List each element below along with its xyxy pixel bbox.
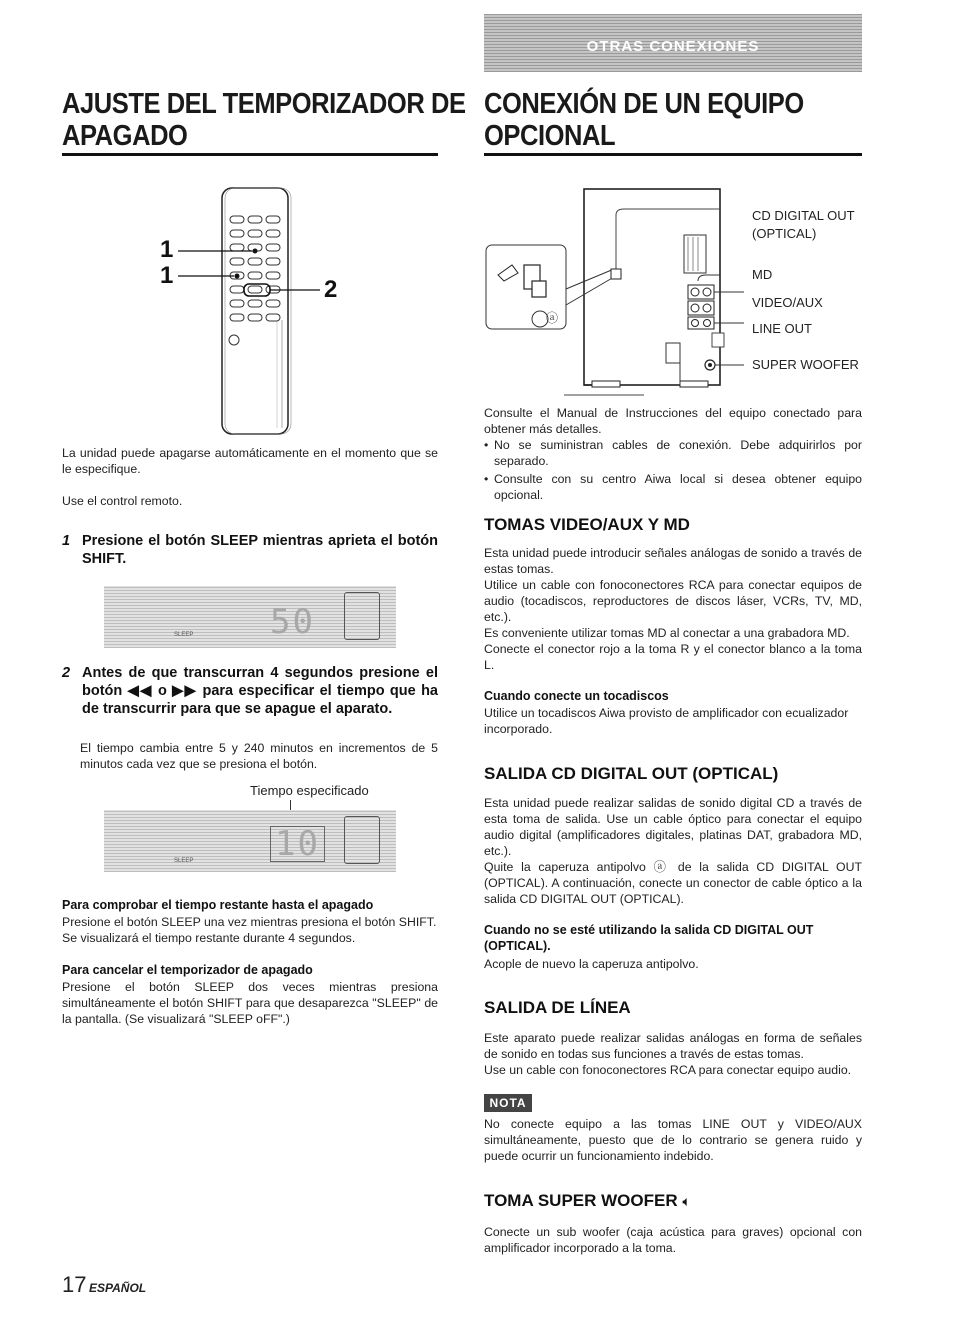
step-1-text: Presione el botón SLEEP mientras aprieta el botón SHIFT. — [82, 533, 438, 567]
display2-digits: 10 — [270, 826, 325, 862]
bullet-cables-text: No se suministran cables de conexión. Debe adquirirlos por separado. — [494, 438, 862, 468]
section-super-woofer — [484, 1191, 691, 1211]
dust-cap-marker: ⓐ — [546, 311, 559, 325]
label-cd-digital-out: CD DIGITAL OUT — [752, 208, 855, 223]
turntable-heading: Cuando conecte un tocadiscos — [484, 689, 669, 703]
bullet-aiwa-center: • Consulte con su centro Aiwa local si desea obtener equipo opcional. — [484, 472, 862, 502]
callout-step-1a: 1 — [160, 236, 174, 263]
section-banner — [484, 14, 862, 72]
display-digits: 50 — [270, 602, 315, 642]
callout-step-2: 2 — [324, 276, 338, 303]
nota-text: No conecte equipo a las tomas LINE OUT y VIDEO/AUX simultáneamente, puesto que de lo contrario se genera ruido y puede ocurrir un funcionamiento indebido. — [484, 1117, 862, 1163]
cancel-timer-text: Presione el botón SLEEP dos veces mientras presiona simultáneamente el botón SHIFT para que desaparezca "SLEEP" de la pantalla. (Se visualizará "SLEEP oFF".) — [62, 980, 438, 1026]
label-line-out: LINE OUT — [752, 321, 812, 336]
cd-digital-p1: Esta unidad puede realizar salidas de sonido digital CD a través de esta toma de salida. Use un cable óptico para conectar el equipo audio digital (amplificadores digitales, platinas DAT, grabadora MD, etc.). — [484, 796, 862, 858]
bullet-cables: • No se suministran cables de conexión. Debe adquirirlos por separado. — [484, 438, 862, 468]
turntable-text: Utilice un tocadiscos Aiwa provisto de amplificador con ecualizador incorporado. — [484, 706, 849, 736]
section-line-out: SALIDA DE LÍNEA — [484, 998, 631, 1017]
page-number: 17 — [62, 1272, 87, 1297]
step-2-detail: El tiempo cambia entre 5 y 240 minutos en incrementos de 5 minutos cada vez que se presiona el botón. — [80, 741, 438, 771]
check-remaining-text: Presione el botón SLEEP una vez mientras presiona el botón SHIFT. Se visualizará el tiempo restante durante 4 segundos. — [62, 915, 437, 945]
step-1 — [62, 532, 438, 568]
line-out-p2: Use un cable con fonoconectores RCA para conectar equipo audio. — [484, 1063, 852, 1077]
display2-sleep-indicator: SLEEP — [174, 858, 194, 864]
super-woofer-text: Conecte un sub woofer (caja acústica para graves) opcional con amplificador incorporado a la toma. — [484, 1225, 862, 1255]
right-title-rule — [484, 153, 862, 156]
bullet-aiwa-text: Consulte con su centro Aiwa local si desea obtener equipo opcional. — [494, 472, 862, 502]
step-2 — [62, 664, 438, 718]
super-woofer-title: TOMA SUPER WOOFER — [484, 1191, 678, 1210]
cd-digital-unused-heading: Cuando no se esté utilizando la salida CD DIGITAL OUT (OPTICAL). — [484, 923, 814, 953]
label-optical: (OPTICAL) — [752, 226, 817, 241]
page-language: ESPAÑOL — [89, 1281, 147, 1295]
step-2-number: 2 — [62, 665, 71, 681]
display-level-meter — [344, 592, 380, 640]
display-caption: Tiempo especificado — [250, 783, 369, 798]
right-title-line1: CONEXIÓN DE UN EQUIPO — [484, 88, 804, 120]
left-title-line1: AJUSTE DEL TEMPORIZADOR DE — [62, 88, 466, 120]
section-cd-digital-out: SALIDA CD DIGITAL OUT (OPTICAL) — [484, 764, 779, 783]
step-1-number: 1 — [62, 533, 71, 549]
left-title-rule — [62, 153, 438, 156]
cancel-timer-heading: Para cancelar el temporizador de apagado — [62, 963, 313, 977]
label-super-woofer: SUPER WOOFER — [752, 357, 859, 372]
step-2-text: Antes de que transcurran 4 segundos presione el botón ◀◀ o ▶▶ para especificar el tiempo que ha de transcurrir para que se apague el aparato. — [82, 665, 438, 717]
check-remaining-heading: Para comprobar el tiempo restante hasta el apagado — [62, 898, 374, 912]
banner-label: OTRAS CONEXIONES — [586, 38, 760, 55]
use-remote-note: Use el control remoto. — [62, 494, 183, 508]
speaker-icon: 🔈︎ — [682, 1193, 691, 1209]
callout-step-1b: 1 — [160, 262, 174, 289]
video-aux-p1: Esta unidad puede introducir señales análogas de sonido a través de estas tomas. — [484, 546, 862, 576]
display-sleep-indicator: SLEEP — [174, 632, 194, 638]
video-aux-p2: Utilice un cable con fonoconectores RCA para conectar equipos de audio (tocadiscos, reproductores de discos láser, VCRs, TV, MD, etc.). — [484, 578, 862, 624]
nota-badge: NOTA — [484, 1094, 532, 1112]
cd-digital-p2: Quite la caperuza antipolvo ⓐ de la salida CD DIGITAL OUT (OPTICAL). A continuación, conecte un conector de cable óptico a la salida CD DIGITAL OUT (OPTICAL). — [484, 860, 862, 906]
display2-level-meter — [344, 816, 380, 864]
video-aux-p3: Es conveniente utilizar tomas MD al conectar a una grabadora MD. — [484, 626, 850, 640]
video-aux-p4: Conecte el conector rojo a la toma R y el conector blanco a la toma L. — [484, 642, 862, 672]
remote-control-illustration — [150, 180, 370, 442]
left-title-line2: APAGADO — [62, 120, 188, 152]
timer-intro: La unidad puede apagarse automáticamente en el momento que se le especifique. — [62, 446, 438, 476]
optional-intro: Consulte el Manual de Instrucciones del equipo conectado para obtener más detalles. — [484, 406, 862, 436]
right-title-line2: OPCIONAL — [484, 120, 616, 152]
label-video-aux: VIDEO/AUX — [752, 295, 823, 310]
line-out-p1: Este aparato puede realizar salidas análogas en forma de señales de sonido en todas sus funciones a través de estas tomas. — [484, 1031, 862, 1061]
label-md: MD — [752, 267, 773, 282]
cd-digital-unused-text: Acople de nuevo la caperuza antipolvo. — [484, 957, 699, 971]
sleep-display-10 — [104, 810, 396, 872]
sleep-display-50 — [104, 586, 396, 648]
rear-panel-diagram — [484, 185, 744, 400]
section-video-aux-md: TOMAS VIDEO/AUX Y MD — [484, 515, 690, 534]
